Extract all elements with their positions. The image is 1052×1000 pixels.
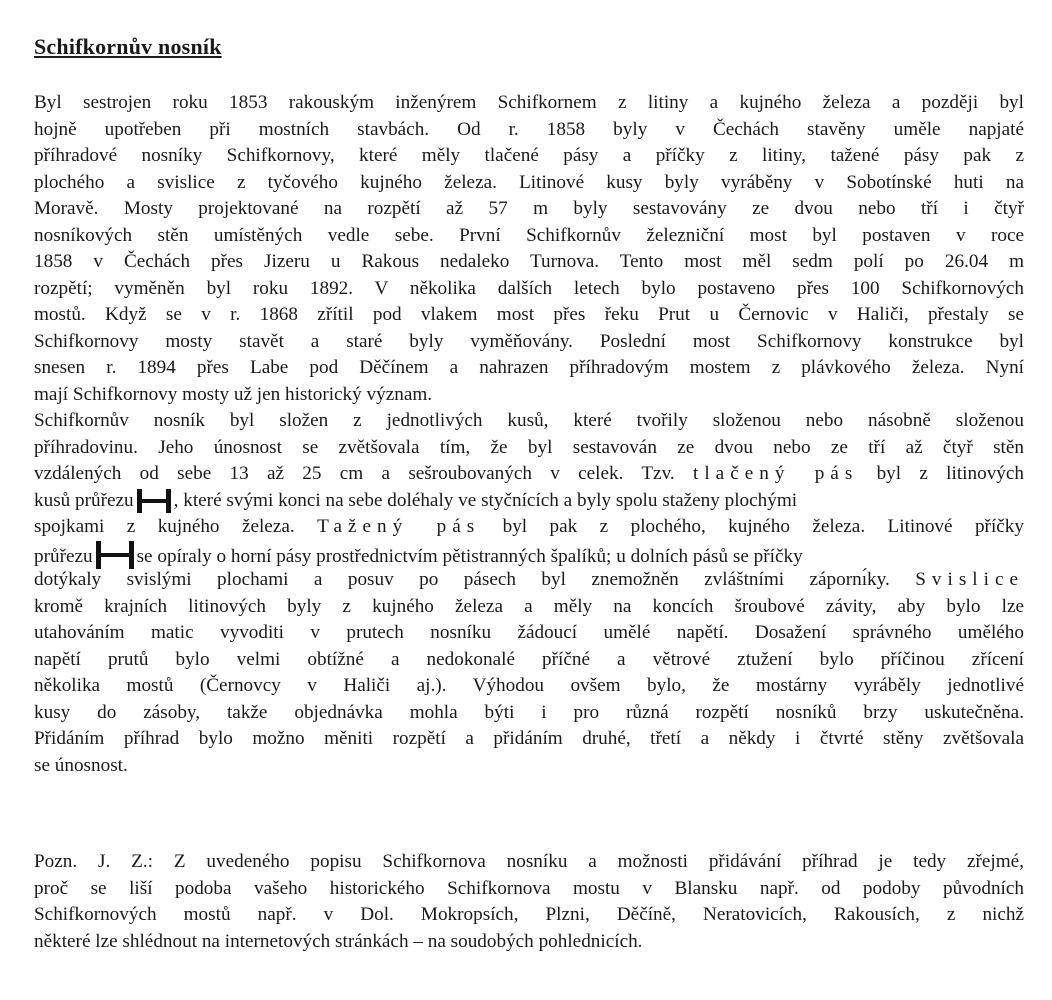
- text-segment: dotýkaly svislými plochami a posuv po pásech byl znemožněn zvláštními zápornı́ky.: [34, 569, 890, 590]
- text-line: kusy do zásoby, takže objednávka mohla býti i pro různá rozpětí nosníků brzy uskutečněna.: [34, 701, 1024, 723]
- text-line: se únosnost.: [34, 754, 128, 776]
- body-text: [34, 90, 1024, 779]
- text-line: [34, 514, 1024, 541]
- emphasized-term: tlačený pás: [693, 463, 859, 484]
- text-segment: průřezu: [34, 545, 93, 567]
- text-line: mají Schifkornovy mosty už jen historický význam.: [34, 383, 433, 405]
- text-line: hojně upotřeben při mostních stavbách. Od r. 1858 byly v Čechách stavěny uměle napjaté: [34, 118, 1024, 140]
- note-line: některé lze shlédnout na internetových stránkách – na soudobých pohlednicích.: [34, 930, 643, 952]
- text-line: napětí prutů bylo velmi obtížné a nedokonalé příčné a větrové ztužení bylo příčinou zřícení: [34, 648, 1024, 670]
- text-line: Schifkornův nosník byl složen z jednotlivých kusů, které tvořily složenou nebo násobně složenou: [34, 410, 1024, 431]
- text-line: [34, 488, 1024, 515]
- text-line: [34, 541, 1024, 568]
- text-line: plochého a svislice z tyčového kujného železa. Litinové kusy byly vyráběny v Sobotínské huti na: [34, 171, 1024, 193]
- text-segment: vzdálených od sebe 13 až 25 cm a sešroubovaných v celek. Tzv.: [34, 463, 694, 484]
- text-line: nosníkových stěn umístěných vedle sebe. První Schifkornův železniční most byl postaven v roce: [34, 224, 1024, 246]
- emphasized-term: Svislice: [915, 569, 1024, 590]
- text-line: kromě krajních litinových byly z kujného železa a měly na koncích šroubové závity, aby bylo lze: [34, 595, 1024, 617]
- text-line: příhradovinu. Jeho únosnost se zvětšovala tím, že byl sestavován ze dvou nebo ze tří až čtyř stěn: [34, 436, 1024, 458]
- text-line: utahováním matic vyvoditi v prutech nosníku žádoucí umělé napětí. Dosažení správného umělého: [34, 622, 1024, 643]
- emphasized-term: Tažený pás: [317, 516, 481, 537]
- text-line: snesen r. 1894 přes Labe pod Děčínem a nahrazen příhradovým mostem z plávkového železa. Nyní: [34, 357, 1024, 378]
- note-line: proč se liší podoba vašeho historického Schifkornova mostu v Blansku např. od podoby původních: [34, 877, 1024, 899]
- text-line: Moravě. Mosty projektované na rozpětí až 57 m byly sestavovány ze dvou nebo tří i čtyř: [34, 198, 1024, 219]
- text-segment: byl pak z plochého, kujného železa. Litinové příčky: [480, 516, 1024, 537]
- text-segment: kusů průřezu: [34, 489, 134, 511]
- text-line: 1858 v Čechách přes Jizeru u Rakous nedaleko Turnova. Tento most měl sedm polí po 26.04 m: [34, 251, 1024, 272]
- text-line: příhradové nosníky Schifkornovy, které měly tlačené pásy a příčky z litiny, tažené pásy pak z: [34, 145, 1024, 166]
- text-segment: se opíraly o horní pásy prostřednictvím pětistranných špalíků; u dolních pásů se příčky: [136, 545, 803, 567]
- text-line: několika mostů (Černovcy v Haliči aj.). Výhodou ovšem bylo, že mostárny vyráběly jednotlivé: [34, 675, 1024, 696]
- text-line: mostů. Když se v r. 1868 zřítil pod vlakem most přes řeku Prut u Černovic v Haliči, přestaly se: [34, 304, 1024, 325]
- text-line: Přidáním příhrad bylo možno měniti rozpětí a přidáním druhé, třetí a někdy i čtvrté stěny zvětšovala: [34, 728, 1024, 749]
- text-line: Schifkornovy mosty stavět a staré byly vyměňovány. Poslední most Schifkornovy konstrukce byl: [34, 330, 1024, 352]
- text-line: Byl sestrojen roku 1853 rakouským inženýrem Schifkornem z litiny a kujného železa a později byl: [34, 92, 1024, 113]
- text-segment: , které svými konci na sebe doléhaly ve styčnících a byly spolu staženy plochými: [173, 489, 798, 511]
- document-title: Schifkornův nosník: [34, 34, 222, 59]
- author-note: [34, 849, 1024, 955]
- text-line: rozpětí; vyměněn byl roku 1892. V několika dalších letech bylo postaveno přes 100 Schifkornových: [34, 277, 1024, 299]
- text-line: [34, 461, 1024, 488]
- note-line: Schifkornových mostů např. v Dol. Mokropsích, Plzni, Děčíně, Neratovicích, Rakousích, z nichž: [34, 904, 1024, 925]
- text-segment: byl z litinových: [858, 463, 1024, 484]
- text-line: [34, 567, 1024, 594]
- text-segment: spojkami z kujného železa.: [34, 516, 318, 537]
- note-line: Pozn. J. Z.: Z uvedeného popisu Schifkornova nosníku a možnosti přidávání příhrad je tedy zřejmé,: [34, 851, 1024, 872]
